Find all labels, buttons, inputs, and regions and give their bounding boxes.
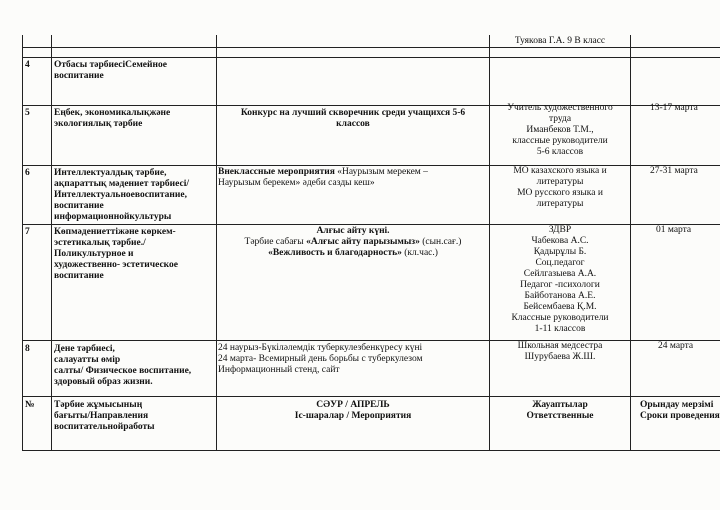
responsible-cell: Туякова Г.А. 9 В класс: [514, 36, 606, 46]
header-direction: Тәрбие жұмысының бағыты/Направления воспитательнойработы: [54, 400, 155, 432]
date-cell: 27-31 марта: [650, 166, 698, 176]
direction-cell: Еңбек, экономикалықжәне экологиялық тәрбие: [54, 108, 171, 129]
header-date: Орындау мерзімі Сроки проведения: [640, 400, 720, 421]
table-border: [22, 47, 720, 48]
direction-cell: Интеллектуалдық тәрбие, ақпараттық мәдениет тәрбиесі/ Интеллектуальноевоспитание, воспитание информационнойкультуры: [54, 168, 189, 222]
table-border: [22, 57, 720, 58]
responsible-cell: МО казахского языка и литературы МО русского языка и литературы: [513, 166, 607, 209]
responsible-cell: Школьная медсестра Шурубаева Ж.Ш.: [517, 341, 603, 362]
header-number: №: [25, 400, 35, 410]
row-number: 4: [25, 60, 30, 70]
direction-cell: Көпмәдениеттіжәне көркем- эстетикалық тәрбие./ Поликультурное и художественно- эстетическое воспитание: [54, 227, 178, 281]
table-border: [22, 450, 720, 451]
row-number: 7: [25, 227, 30, 237]
responsible-cell: Учитель художественного труда Иманбеков Т.М., классные руководители 5-6 классов: [507, 103, 613, 157]
row-number: 5: [25, 108, 30, 118]
direction-cell: Дене тәрбиесі, салауатты өмір салты/ Физическое воспитание, здоровый образ жизни.: [54, 344, 192, 387]
row-number: 8: [25, 344, 30, 354]
table-border: [22, 35, 23, 451]
activity-cell: 24 наурыз-Бүкіләлемдік туберкулезбенкүресу күні 24 марта- Всемирный день борьбы с туберкулезом Информационный стенд, сайт: [218, 343, 423, 375]
date-cell: 01 марта: [656, 225, 692, 235]
row-number: 6: [25, 168, 30, 178]
direction-cell: Отбасы тәрбиесіСемейное воспитание: [54, 60, 167, 81]
table-border: [216, 35, 217, 451]
table-border: [630, 35, 631, 451]
date-cell: 24 марта: [658, 341, 694, 351]
header-responsible: Жауаптылар Ответственные: [526, 400, 594, 421]
date-cell: 13-17 марта: [650, 103, 698, 113]
header-activity: СӘУР / АПРЕЛЬ Іс-шаралар / Мероприятия: [294, 400, 412, 421]
table-border: [51, 35, 52, 451]
activity-cell: Алғыс айту күні. Тәрбие сабағы «Алғыс айту парызымыз» (сын.сағ.) «Вежливость и благодарность» (кл.час.): [244, 226, 462, 258]
table-border: [22, 396, 720, 397]
activity-cell: Конкурс на лучший скворечник среди учащихся 5-6 классов: [240, 108, 466, 129]
activity-cell: Внеклассные мероприятия «Наурызым мерекем – Наурызым берекем» әдеби сазды кеш»: [218, 167, 428, 188]
responsible-cell: ЗДВР Чабекова А.С. Қадырұлы Б. Соц.педагог Сейлгазыева А.А. Педагог -психологи Байботанова А.Е. Бейсембаева Қ.М. Классные руководители 1-11 классов: [511, 225, 609, 334]
